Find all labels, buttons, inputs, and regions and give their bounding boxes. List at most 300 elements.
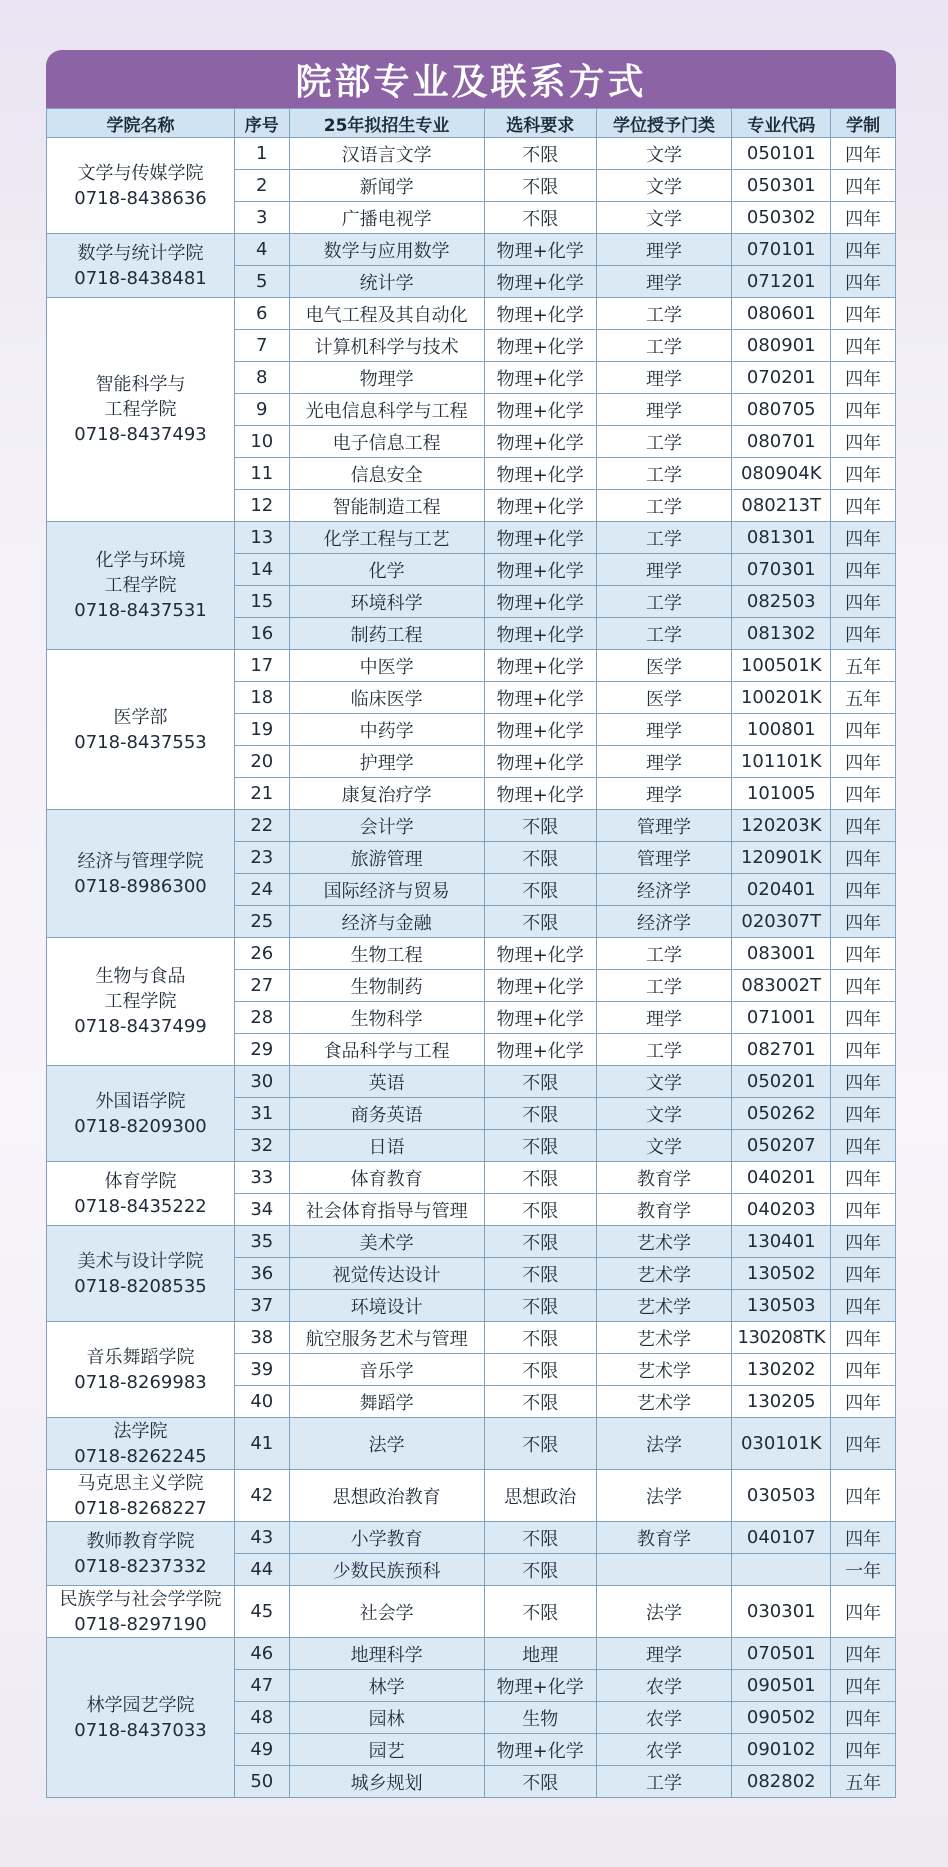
duration: 四年 [831,1418,896,1470]
major-code: 130401 [732,1226,831,1258]
college-name-line: 生物与食品 [95,966,186,987]
major-code: 090102 [732,1734,831,1766]
row-number: 48 [234,1702,289,1734]
row-number: 23 [234,842,289,874]
duration: 四年 [831,1066,896,1098]
degree-category: 经济学 [596,906,731,938]
duration: 四年 [831,746,896,778]
degree-category: 理学 [596,394,731,426]
subject-requirement: 物理+化学 [484,522,596,554]
degree-category: 法学 [596,1470,731,1522]
row-number: 8 [234,362,289,394]
major-code: 081301 [732,522,831,554]
college-cell [47,1162,235,1226]
row-number: 27 [234,970,289,1002]
college-name-line: 音乐舞蹈学院 [86,1346,195,1368]
college-name-line: 工程学院 [104,991,177,1012]
college-name-line: 体育学院 [104,1170,177,1192]
major-name: 舞蹈学 [289,1386,484,1418]
duration: 四年 [831,970,896,1002]
major-name: 统计学 [289,266,484,298]
duration: 四年 [831,1470,896,1522]
major-name: 经济与金融 [289,906,484,938]
college-phone: 0718-8269983 [74,1371,207,1393]
major-name: 中医学 [289,650,484,682]
row-number: 11 [234,458,289,490]
subject-requirement: 不限 [484,1418,596,1470]
subject-requirement: 不限 [484,1386,596,1418]
duration: 四年 [831,1098,896,1130]
row-number: 34 [234,1194,289,1226]
major-code: 080213T [732,490,831,522]
subject-requirement: 物理+化学 [484,938,596,970]
major-name: 食品科学与工程 [289,1034,484,1066]
degree-category: 工学 [596,938,731,970]
table-row [47,234,896,266]
college-cell [47,938,235,1066]
college-cell [47,810,235,938]
major-code: 100801 [732,714,831,746]
major-name: 环境设计 [289,1290,484,1322]
row-number: 35 [234,1226,289,1258]
degree-category: 理学 [596,234,731,266]
row-number: 14 [234,554,289,586]
major-name: 临床医学 [289,682,484,714]
row-number: 21 [234,778,289,810]
header-duration: 学制 [831,109,896,138]
degree-category: 艺术学 [596,1226,731,1258]
admissions-sheet [46,50,896,1798]
subject-requirement: 不限 [484,1766,596,1798]
major-name: 制药工程 [289,618,484,650]
degree-category: 管理学 [596,810,731,842]
major-name: 汉语言文学 [289,138,484,170]
college-name-line: 文学与传媒学院 [77,162,204,184]
subject-requirement: 不限 [484,1354,596,1386]
duration: 四年 [831,426,896,458]
row-number: 44 [234,1554,289,1586]
table-header [47,109,896,138]
degree-category: 工学 [596,522,731,554]
major-name: 林学 [289,1670,484,1702]
duration: 五年 [831,682,896,714]
college-name-line: 智能科学与 [95,374,186,395]
table-row [47,1322,896,1354]
degree-category: 文学 [596,170,731,202]
major-name: 化学 [289,554,484,586]
table-body [47,138,896,1798]
major-code: 082701 [732,1034,831,1066]
subject-requirement: 物理+化学 [484,746,596,778]
major-code: 080901 [732,330,831,362]
major-code: 120901K [732,842,831,874]
degree-category: 艺术学 [596,1386,731,1418]
row-number: 32 [234,1130,289,1162]
major-code: 020307T [732,906,831,938]
major-code: 020401 [732,874,831,906]
major-code: 120203K [732,810,831,842]
row-number: 41 [234,1418,289,1470]
row-number: 40 [234,1386,289,1418]
major-code: 080904K [732,458,831,490]
college-phone: 0718-8297190 [74,1613,207,1635]
duration: 四年 [831,810,896,842]
major-name: 地理科学 [289,1638,484,1670]
subject-requirement: 物理+化学 [484,234,596,266]
major-name: 城乡规划 [289,1766,484,1798]
degree-category: 农学 [596,1734,731,1766]
major-name: 智能制造工程 [289,490,484,522]
college-phone: 0718-8437493 [74,424,207,445]
major-code: 030101K [732,1418,831,1470]
college-cell [47,1066,235,1162]
row-number: 47 [234,1670,289,1702]
duration: 四年 [831,1702,896,1734]
duration: 四年 [831,586,896,618]
college-cell [47,650,235,810]
major-name: 广播电视学 [289,202,484,234]
major-code: 050207 [732,1130,831,1162]
row-number: 4 [234,234,289,266]
subject-requirement: 不限 [484,1322,596,1354]
degree-category: 教育学 [596,1162,731,1194]
degree-category: 艺术学 [596,1354,731,1386]
row-number: 20 [234,746,289,778]
college-cell [47,1586,235,1638]
table-row [47,1066,896,1098]
subject-requirement: 不限 [484,1130,596,1162]
subject-requirement: 物理+化学 [484,458,596,490]
college-name-line: 数学与统计学院 [77,242,204,264]
major-name: 视觉传达设计 [289,1258,484,1290]
subject-requirement: 不限 [484,1554,596,1586]
degree-category: 农学 [596,1702,731,1734]
major-name: 新闻学 [289,170,484,202]
degree-category: 法学 [596,1418,731,1470]
college-phone: 0718-8268227 [74,1497,207,1519]
duration: 四年 [831,1734,896,1766]
subject-requirement: 物理+化学 [484,298,596,330]
duration: 四年 [831,330,896,362]
row-number: 28 [234,1002,289,1034]
subject-requirement: 地理 [484,1638,596,1670]
row-number: 2 [234,170,289,202]
degree-category: 理学 [596,1002,731,1034]
major-name: 电气工程及其自动化 [289,298,484,330]
table-row [47,138,896,170]
degree-category: 医学 [596,682,731,714]
college-phone: 0718-8437499 [74,1016,207,1037]
degree-category: 理学 [596,778,731,810]
major-code: 082503 [732,586,831,618]
major-name: 社会学 [289,1586,484,1638]
duration: 一年 [831,1554,896,1586]
major-code: 030503 [732,1470,831,1522]
degree-category [596,1554,731,1586]
subject-requirement: 物理+化学 [484,266,596,298]
major-code: 050301 [732,170,831,202]
row-number: 37 [234,1290,289,1322]
subject-requirement: 物理+化学 [484,362,596,394]
degree-category: 工学 [596,426,731,458]
major-name: 英语 [289,1066,484,1098]
subject-requirement: 不限 [484,842,596,874]
college-phone: 0718-8437531 [74,600,207,621]
major-code: 040203 [732,1194,831,1226]
college-cell [47,1470,235,1522]
subject-requirement: 不限 [484,1194,596,1226]
college-phone: 0718-8986300 [74,875,207,897]
duration: 五年 [831,1766,896,1798]
duration: 四年 [831,170,896,202]
college-name-line: 工程学院 [104,575,177,596]
college-cell [47,298,235,522]
row-number: 1 [234,138,289,170]
subject-requirement: 物理+化学 [484,1670,596,1702]
major-name: 光电信息科学与工程 [289,394,484,426]
major-code: 130208TK [732,1322,831,1354]
duration: 四年 [831,1386,896,1418]
row-number: 7 [234,330,289,362]
row-number: 42 [234,1470,289,1522]
major-code: 050201 [732,1066,831,1098]
duration: 四年 [831,138,896,170]
college-phone: 0718-8438481 [74,267,207,289]
major-code: 070201 [732,362,831,394]
row-number: 22 [234,810,289,842]
major-code: 130503 [732,1290,831,1322]
subject-requirement: 物理+化学 [484,682,596,714]
major-name: 思想政治教育 [289,1470,484,1522]
duration: 四年 [831,618,896,650]
subject-requirement: 不限 [484,138,596,170]
degree-category: 理学 [596,554,731,586]
major-code: 090502 [732,1702,831,1734]
college-name-line: 外国语学院 [95,1090,186,1112]
major-code: 101005 [732,778,831,810]
major-name: 航空服务艺术与管理 [289,1322,484,1354]
duration: 四年 [831,1290,896,1322]
duration: 四年 [831,1162,896,1194]
row-number: 24 [234,874,289,906]
major-name: 旅游管理 [289,842,484,874]
college-name-line: 工程学院 [104,399,177,420]
college-cell [47,1522,235,1586]
major-name: 社会体育指导与管理 [289,1194,484,1226]
row-number: 10 [234,426,289,458]
major-code: 050262 [732,1098,831,1130]
major-code: 080701 [732,426,831,458]
college-phone: 0718-8237332 [74,1555,207,1577]
major-code: 070101 [732,234,831,266]
table-row [47,1226,896,1258]
major-name: 康复治疗学 [289,778,484,810]
major-name: 少数民族预科 [289,1554,484,1586]
degree-category: 文学 [596,202,731,234]
table-row [47,1162,896,1194]
college-phone: 0718-8438636 [74,187,207,209]
subject-requirement: 物理+化学 [484,586,596,618]
major-name: 法学 [289,1418,484,1470]
header-major-code: 专业代码 [732,109,831,138]
header-major: 25年拟招生专业 [289,109,484,138]
degree-category: 农学 [596,1670,731,1702]
degree-category: 艺术学 [596,1290,731,1322]
college-name-line: 民族学与社会学学院 [59,1588,222,1610]
degree-category: 文学 [596,138,731,170]
duration: 四年 [831,1522,896,1554]
row-number: 15 [234,586,289,618]
college-cell [47,1638,235,1798]
degree-category: 理学 [596,266,731,298]
table-row [47,650,896,682]
row-number: 39 [234,1354,289,1386]
row-number: 3 [234,202,289,234]
major-name: 物理学 [289,362,484,394]
major-code: 080601 [732,298,831,330]
major-code: 130202 [732,1354,831,1386]
subject-requirement: 物理+化学 [484,1734,596,1766]
major-code: 050101 [732,138,831,170]
row-number: 29 [234,1034,289,1066]
row-number: 17 [234,650,289,682]
subject-requirement: 物理+化学 [484,970,596,1002]
duration: 四年 [831,714,896,746]
subject-requirement: 物理+化学 [484,490,596,522]
row-number: 6 [234,298,289,330]
subject-requirement: 不限 [484,906,596,938]
table-row [47,1522,896,1554]
college-name-line: 林学园艺学院 [86,1694,195,1716]
college-name-line: 马克思主义学院 [77,1472,204,1494]
major-code: 050302 [732,202,831,234]
major-code: 130502 [732,1258,831,1290]
duration: 四年 [831,842,896,874]
duration: 四年 [831,362,896,394]
major-code: 083001 [732,938,831,970]
major-name: 中药学 [289,714,484,746]
major-name: 生物工程 [289,938,484,970]
major-code: 071001 [732,1002,831,1034]
major-name: 日语 [289,1130,484,1162]
college-phone: 0718-8437553 [74,731,207,753]
row-number: 38 [234,1322,289,1354]
college-name-line: 法学院 [113,1420,168,1442]
table-row [47,1418,896,1470]
major-code: 130205 [732,1386,831,1418]
degree-category: 教育学 [596,1522,731,1554]
duration: 四年 [831,1670,896,1702]
subject-requirement: 不限 [484,1290,596,1322]
subject-requirement: 物理+化学 [484,650,596,682]
row-number: 19 [234,714,289,746]
major-code: 100201K [732,682,831,714]
subject-requirement: 物理+化学 [484,1002,596,1034]
college-phone: 0718-8209300 [74,1115,207,1137]
duration: 四年 [831,266,896,298]
degree-category: 理学 [596,746,731,778]
row-number: 16 [234,618,289,650]
major-code: 101101K [732,746,831,778]
duration: 四年 [831,1034,896,1066]
subject-requirement: 生物 [484,1702,596,1734]
major-code: 040201 [732,1162,831,1194]
major-name: 数学与应用数学 [289,234,484,266]
degree-category: 文学 [596,1066,731,1098]
duration: 四年 [831,458,896,490]
college-cell [47,234,235,298]
major-name: 环境科学 [289,586,484,618]
row-number: 31 [234,1098,289,1130]
degree-category: 理学 [596,714,731,746]
major-name: 计算机科学与技术 [289,330,484,362]
major-code: 083002T [732,970,831,1002]
row-number: 5 [234,266,289,298]
row-number: 12 [234,490,289,522]
major-name: 园林 [289,1702,484,1734]
degree-category: 文学 [596,1130,731,1162]
header-number: 序号 [234,109,289,138]
college-cell [47,522,235,650]
degree-category: 管理学 [596,842,731,874]
duration: 四年 [831,554,896,586]
subject-requirement: 不限 [484,1066,596,1098]
degree-category: 文学 [596,1098,731,1130]
degree-category: 法学 [596,1586,731,1638]
major-name: 小学教育 [289,1522,484,1554]
major-name: 生物制药 [289,970,484,1002]
degree-category: 工学 [596,490,731,522]
major-name: 化学工程与工艺 [289,522,484,554]
subject-requirement: 不限 [484,810,596,842]
degree-category: 工学 [596,618,731,650]
header-degree-category: 学位授予门类 [596,109,731,138]
duration: 四年 [831,1194,896,1226]
subject-requirement: 物理+化学 [484,554,596,586]
college-cell [47,138,235,234]
major-code: 030301 [732,1586,831,1638]
degree-category: 工学 [596,458,731,490]
major-name: 美术学 [289,1226,484,1258]
major-code [732,1554,831,1586]
major-code: 070501 [732,1638,831,1670]
major-name: 商务英语 [289,1098,484,1130]
duration: 四年 [831,1226,896,1258]
degree-category: 工学 [596,586,731,618]
row-number: 43 [234,1522,289,1554]
page-title: 院部专业及联系方式 [46,50,896,108]
duration: 四年 [831,490,896,522]
major-code: 082802 [732,1766,831,1798]
table-row [47,810,896,842]
major-name: 信息安全 [289,458,484,490]
subject-requirement: 不限 [484,1226,596,1258]
subject-requirement: 不限 [484,170,596,202]
degree-category: 艺术学 [596,1322,731,1354]
row-number: 45 [234,1586,289,1638]
degree-category: 经济学 [596,874,731,906]
table-row [47,1638,896,1670]
degree-category: 工学 [596,1034,731,1066]
row-number: 18 [234,682,289,714]
duration: 四年 [831,234,896,266]
college-cell [47,1226,235,1322]
row-number: 50 [234,1766,289,1798]
table-row [47,938,896,970]
header-subject-requirement: 选科要求 [484,109,596,138]
row-number: 36 [234,1258,289,1290]
degree-category: 理学 [596,362,731,394]
